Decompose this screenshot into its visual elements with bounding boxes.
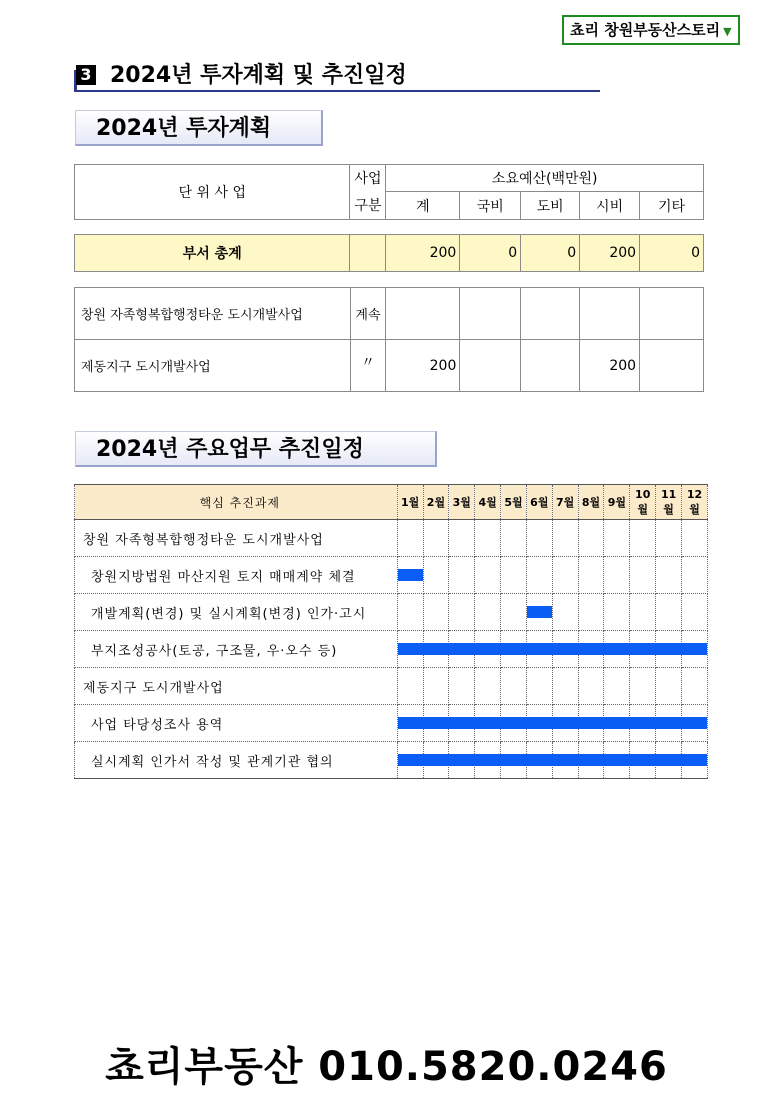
head-col-provincial: 도비	[521, 192, 580, 220]
month-cell	[423, 668, 449, 705]
task-name: 창원 자족형복합행정타운 도시개발사업	[75, 520, 398, 557]
month-header: 10월	[630, 485, 656, 520]
month-cell	[578, 742, 604, 779]
month-header: 3월	[449, 485, 475, 520]
month-cell	[552, 668, 578, 705]
page-title	[76, 58, 407, 89]
schedule-bar	[527, 606, 552, 618]
schedule-bar	[578, 643, 605, 655]
month-cell	[604, 668, 630, 705]
project-name: 제동지구 도시개발사업	[75, 340, 351, 392]
month-cell	[630, 705, 656, 742]
schedule-bar	[500, 643, 527, 655]
month-cell	[604, 705, 630, 742]
month-cell	[656, 520, 682, 557]
month-cell	[682, 668, 708, 705]
footer-contact: 쵸리부동산 010.5820.0246	[105, 1044, 668, 1090]
month-cell	[449, 668, 475, 705]
schedule-bar	[398, 643, 424, 655]
schedule-bar	[423, 643, 450, 655]
month-cell	[656, 705, 682, 742]
schedule-bar	[655, 643, 682, 655]
month-cell	[682, 520, 708, 557]
month-cell	[449, 520, 475, 557]
project-value	[640, 288, 704, 340]
month-cell	[630, 631, 656, 668]
project-value: 200	[386, 340, 460, 392]
head-col-city: 시비	[580, 192, 640, 220]
schedule-table	[74, 484, 708, 779]
brand-badge-text: 쵸리 창원부동산스토리	[570, 21, 721, 39]
schedule-bar	[526, 717, 553, 729]
schedule-bar	[423, 717, 450, 729]
month-cell	[604, 631, 630, 668]
head-col-national: 국비	[460, 192, 521, 220]
month-cell	[604, 594, 630, 631]
schedule-bar	[423, 754, 450, 766]
budget-header-table	[74, 164, 704, 220]
month-cell	[578, 668, 604, 705]
month-cell	[552, 557, 578, 594]
month-cell	[475, 705, 501, 742]
schedule-bar	[629, 754, 656, 766]
schedule-bar	[474, 643, 501, 655]
schedule-bar	[603, 643, 630, 655]
month-cell	[449, 594, 475, 631]
schedule-bar	[578, 754, 605, 766]
project-value	[580, 288, 640, 340]
month-cell	[604, 557, 630, 594]
total-value-other: 0	[640, 235, 704, 272]
budget-project-table	[74, 287, 704, 392]
month-cell	[397, 705, 423, 742]
month-header: 2월	[423, 485, 449, 520]
schedule-header-row	[75, 485, 708, 520]
month-cell	[656, 742, 682, 779]
month-cell	[552, 631, 578, 668]
schedule-bar	[681, 754, 707, 766]
month-header: 12월	[682, 485, 708, 520]
month-cell	[604, 742, 630, 779]
month-cell	[656, 631, 682, 668]
project-value	[521, 340, 580, 392]
head-task: 핵심 추진과제	[75, 485, 398, 520]
month-cell	[682, 742, 708, 779]
month-cell	[630, 520, 656, 557]
schedule-bar	[398, 569, 423, 581]
month-cell	[423, 742, 449, 779]
month-cell	[526, 557, 552, 594]
schedule-row	[75, 668, 708, 705]
month-cell	[397, 520, 423, 557]
month-cell	[682, 594, 708, 631]
project-value	[640, 340, 704, 392]
month-cell	[501, 594, 527, 631]
month-cell	[475, 742, 501, 779]
month-cell	[526, 668, 552, 705]
month-cell	[397, 668, 423, 705]
schedule-bar	[552, 643, 579, 655]
month-cell	[501, 742, 527, 779]
month-cell	[526, 594, 552, 631]
head-type-1: 사업	[350, 165, 386, 192]
schedule-bar	[578, 717, 605, 729]
month-cell	[475, 668, 501, 705]
month-cell	[526, 631, 552, 668]
dropdown-arrow-icon: ▼	[723, 25, 732, 38]
task-name: 창원지방법원 마산지원 토지 매매계약 체결	[75, 557, 398, 594]
schedule-bar	[398, 717, 424, 729]
schedule-bar	[629, 717, 656, 729]
head-col-total: 계	[386, 192, 460, 220]
month-cell	[423, 631, 449, 668]
month-cell	[656, 594, 682, 631]
schedule-bar	[398, 754, 424, 766]
month-header: 4월	[475, 485, 501, 520]
month-cell	[397, 631, 423, 668]
schedule-bar	[500, 717, 527, 729]
month-cell	[423, 520, 449, 557]
month-header: 5월	[501, 485, 527, 520]
schedule-row	[75, 520, 708, 557]
brand-badge[interactable]	[562, 15, 740, 45]
project-type: 계속	[350, 288, 386, 340]
month-cell	[501, 631, 527, 668]
schedule-bar	[655, 717, 682, 729]
month-cell	[656, 557, 682, 594]
month-cell	[682, 557, 708, 594]
section-heading-schedule	[75, 431, 437, 467]
head-col-other: 기타	[640, 192, 704, 220]
page-title-text: 2024년 투자계획 및 추진일정	[110, 63, 407, 88]
schedule-bar	[474, 754, 501, 766]
schedule-bar	[448, 643, 475, 655]
month-cell	[423, 594, 449, 631]
schedule-row	[75, 742, 708, 779]
month-header: 7월	[552, 485, 578, 520]
task-name: 제동지구 도시개발사업	[75, 668, 398, 705]
month-cell	[552, 705, 578, 742]
month-header: 9월	[604, 485, 630, 520]
month-cell	[526, 705, 552, 742]
schedule-bar	[655, 754, 682, 766]
schedule-bar	[603, 754, 630, 766]
month-cell	[475, 631, 501, 668]
schedule-bar	[526, 643, 553, 655]
project-name: 창원 자족형복합행정타운 도시개발사업	[75, 288, 351, 340]
month-cell	[423, 705, 449, 742]
table-row	[75, 288, 704, 340]
month-cell	[501, 520, 527, 557]
month-cell	[449, 631, 475, 668]
table-row	[75, 340, 704, 392]
month-cell	[552, 742, 578, 779]
project-value	[460, 288, 521, 340]
month-cell	[630, 557, 656, 594]
project-value: 200	[580, 340, 640, 392]
month-cell	[630, 742, 656, 779]
budget-total-table	[74, 234, 704, 272]
month-cell	[578, 705, 604, 742]
month-cell	[475, 594, 501, 631]
section-number: 3	[76, 65, 96, 85]
task-name: 사업 타당성조사 용역	[75, 705, 398, 742]
head-budget: 소요예산(백만원)	[386, 165, 704, 192]
schedule-bar	[681, 717, 707, 729]
project-type: 〃	[350, 340, 386, 392]
total-value-provincial: 0	[521, 235, 580, 272]
schedule-bar	[526, 754, 553, 766]
schedule-bar	[500, 754, 527, 766]
month-cell	[552, 520, 578, 557]
month-cell	[604, 520, 630, 557]
month-header: 11월	[656, 485, 682, 520]
total-label: 부서 총계	[75, 235, 350, 272]
month-header: 1월	[397, 485, 423, 520]
total-value-city: 200	[580, 235, 640, 272]
month-cell	[526, 742, 552, 779]
title-underline	[74, 90, 600, 92]
schedule-bar	[448, 717, 475, 729]
month-cell	[475, 520, 501, 557]
task-name: 개발계획(변경) 및 실시계획(변경) 인가·고시	[75, 594, 398, 631]
month-header: 6월	[526, 485, 552, 520]
schedule-bar	[552, 754, 579, 766]
month-cell	[682, 705, 708, 742]
schedule-bar	[629, 643, 656, 655]
month-cell	[578, 520, 604, 557]
month-cell	[682, 631, 708, 668]
month-cell	[501, 557, 527, 594]
total-value-national: 0	[460, 235, 521, 272]
total-value-total: 200	[386, 235, 460, 272]
schedule-bar	[552, 717, 579, 729]
month-cell	[449, 557, 475, 594]
schedule-row	[75, 631, 708, 668]
task-name: 실시계획 인가서 작성 및 관계기관 협의	[75, 742, 398, 779]
month-cell	[501, 668, 527, 705]
schedule-bar	[681, 643, 707, 655]
schedule-row	[75, 705, 708, 742]
head-unit-project: 단 위 사 업	[75, 165, 350, 220]
month-cell	[501, 705, 527, 742]
month-cell	[630, 668, 656, 705]
month-cell	[630, 594, 656, 631]
month-cell	[552, 594, 578, 631]
month-cell	[449, 742, 475, 779]
month-cell	[578, 557, 604, 594]
schedule-bar	[448, 754, 475, 766]
project-value	[521, 288, 580, 340]
total-type	[350, 235, 386, 272]
month-cell	[397, 557, 423, 594]
month-header: 8월	[578, 485, 604, 520]
project-value	[460, 340, 521, 392]
schedule-bar	[474, 717, 501, 729]
section-heading-investment-text: 2024년 투자계획	[96, 116, 272, 141]
month-cell	[526, 520, 552, 557]
section-heading-schedule-text: 2024년 주요업무 추진일정	[96, 437, 364, 462]
month-cell	[475, 557, 501, 594]
schedule-bar	[603, 717, 630, 729]
month-cell	[656, 668, 682, 705]
month-cell	[449, 705, 475, 742]
budget-total-row	[75, 235, 704, 272]
month-cell	[397, 594, 423, 631]
month-cell	[397, 742, 423, 779]
section-heading-investment	[75, 110, 323, 146]
schedule-row	[75, 557, 708, 594]
task-name: 부지조성공사(토공, 구조물, 우·오수 등)	[75, 631, 398, 668]
schedule-row	[75, 594, 708, 631]
head-type-2: 구분	[350, 192, 386, 220]
project-value	[386, 288, 460, 340]
month-cell	[423, 557, 449, 594]
month-cell	[578, 631, 604, 668]
month-cell	[578, 594, 604, 631]
